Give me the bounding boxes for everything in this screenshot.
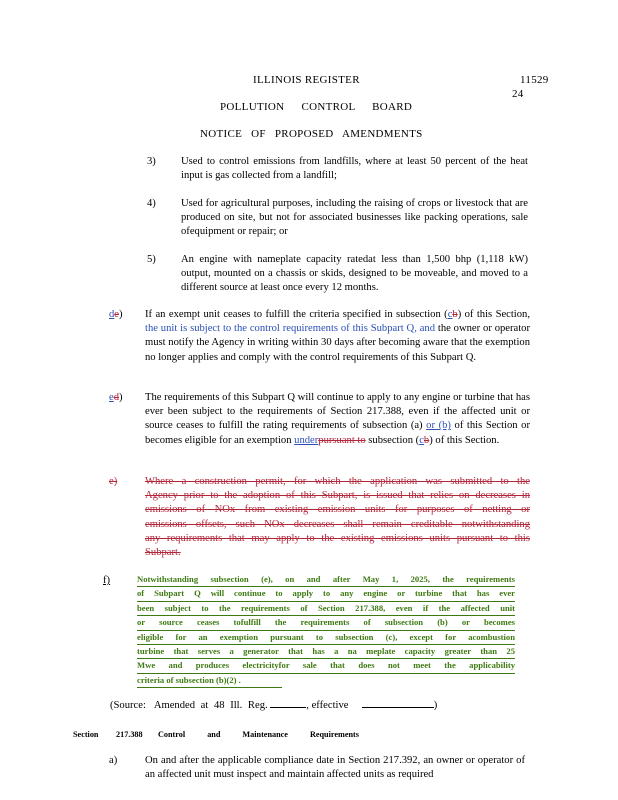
item-5-number: 5) — [147, 254, 156, 265]
para-e-text: The requirements of this Subpart Q will continue to apply to any engine or turbine that has ever been subject to the requirements of Section 217.388, even if the affected unit or source ceases to fulfill the rating requirements of subsection (a) or (b) of this Section or becomes eligible for an exemption underpursuant to subsection (cb) of this Section. — [145, 392, 531, 446]
item-4-text: Used for agricultural purposes, including the raising of crops or livestock that are produced on site, but not for associated businesses like packing operations, sale ofequipment or repair; or — [181, 198, 528, 238]
para-f-text: Notwithstanding subsection (e), on and after May 1, 2025, the requirements of Subpart Q will continue to apply to any engine or turbine that has ever been subject to the requirements of Section 217.388, even if the affected unit or source ceases tofulfill the requirements of subsection (b) or becomes eligible for an exemption pursuant to subsection (c), except for acombustion turbine that serves a generator that has a na meplate capacity greater than 25 Mwe and produces electricityfor sale that does not meet the applicability criteria of subsection (b)(2) . — [137, 573, 515, 688]
item-4-number: 4) — [147, 198, 156, 209]
issue-number: 24 — [512, 88, 524, 100]
para-a-text: On and after the applicable compliance date in Section 217.392, an owner or operator of an affected unit must inspect and maintain affected units as required — [145, 755, 525, 781]
reg-blank — [270, 697, 306, 708]
source-line: (Source: Amended at 48 Ill. Reg. , effective ) — [110, 697, 437, 713]
item-3-text: Used to control emissions from landfills, where at least 50 percent of the heat input is gas collected from a landfill; — [181, 156, 528, 182]
para-d-label: de) — [109, 309, 123, 320]
item-3-number: 3) — [147, 156, 156, 167]
register-title: ILLINOIS REGISTER — [253, 74, 360, 86]
deleted-para-text: Where a construction permit, for which the application was submitted to the Agency prior to the adoption of this Subpart, is issued that relies on decreases in emissions of NOx from existing emission units for purposes of netting or emissions offsets, such NOx decreases shall remain creditable notwithstanding any requirements that may apply to the existing emissions units pursuant to this Subpart. — [145, 476, 530, 559]
para-e-label: ed) — [109, 392, 123, 403]
board-title: POLLUTION CONTROL BOARD — [220, 101, 413, 113]
para-d-text: If an exempt unit ceases to fulfill the criteria specified in subsection (cb) of this Section, the unit is subject to the control requirements of this Subpart Q, and the owner or operator must notify the Agency in writing within 30 days after becoming aware that the exemption no longer applies and comply with the control requirements of this Subpart Q. — [145, 309, 530, 363]
notice-title: NOTICE OF PROPOSED AMENDMENTS — [200, 128, 423, 140]
effective-blank — [362, 697, 434, 708]
section-label: Section — [73, 730, 99, 739]
para-f-label: f) — [103, 575, 111, 586]
para-a-label: a) — [109, 755, 118, 766]
item-5-text: An engine with nameplate capacity ratedat less than 1,500 bhp (1,118 kW) output, mounted on a chassis or skids, designed to be moveable, and moved to a different source at least once every 12 months. — [181, 254, 528, 294]
deleted-para-label: e) — [109, 476, 118, 487]
page-number: 11529 — [520, 74, 549, 86]
section-title: Control and Maintenance Requirements — [158, 730, 359, 739]
section-number: 217.388 — [116, 730, 143, 739]
para-d-inserted: the unit is subject to the control requirements of this Subpart Q, and — [145, 323, 436, 335]
